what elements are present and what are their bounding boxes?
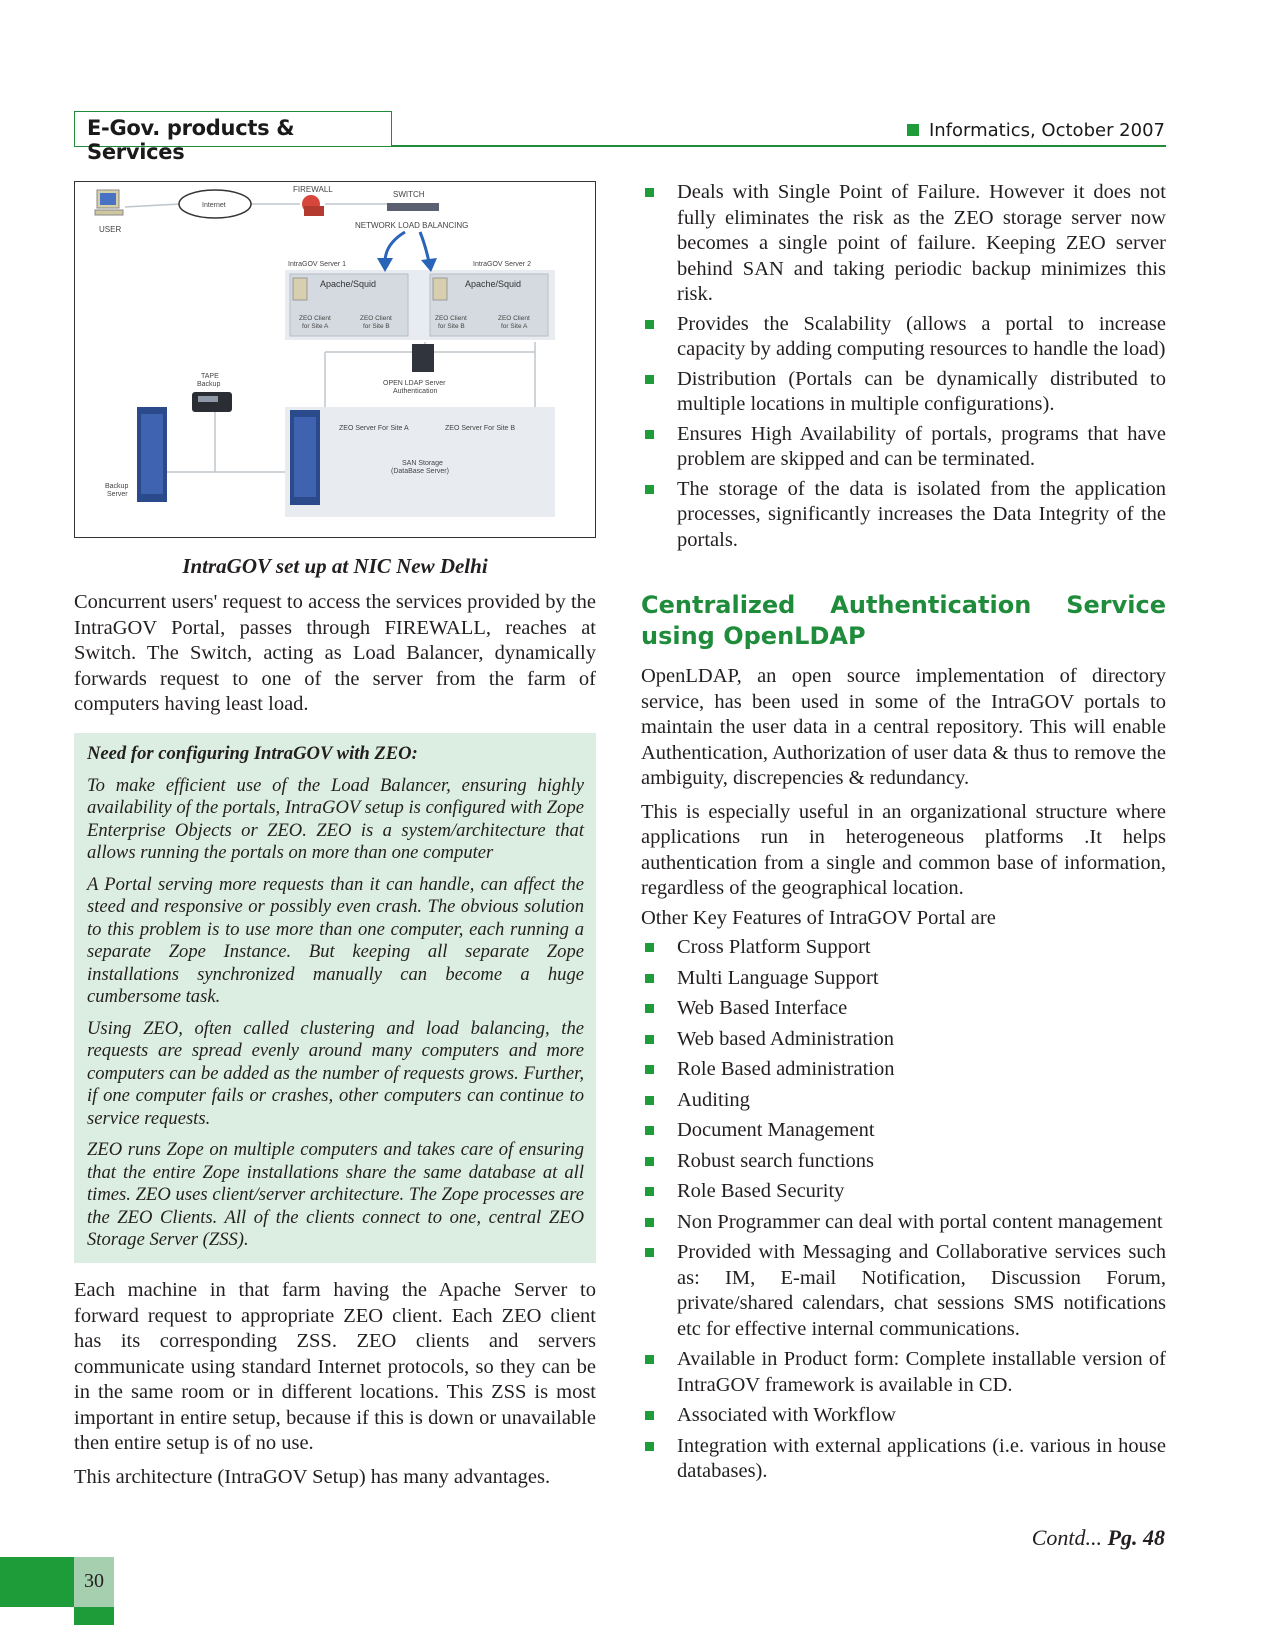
square-bullet-icon	[645, 1248, 654, 1257]
label-server-2: IntraGOV Server 2	[473, 261, 531, 268]
label-san-storage: SAN Storage	[402, 460, 443, 467]
list-item	[641, 367, 1166, 418]
list-item	[641, 1149, 1166, 1175]
list-item	[641, 1403, 1166, 1429]
square-bullet-icon	[907, 124, 919, 136]
list-item-text: Non Programmer can deal with portal content management	[677, 1210, 1163, 1233]
square-bullet-icon	[645, 1157, 654, 1166]
square-bullet-icon	[645, 188, 654, 197]
left-intro-paragraph	[74, 590, 596, 718]
list-item-text: Available in Product form: Complete installable version of IntraGOV framework is available in CD.	[677, 1348, 1166, 1396]
list-item-text: Web Based Interface	[677, 997, 848, 1019]
label-firewall: FIREWALL	[293, 185, 333, 194]
list-item-text: Web based Administration	[677, 1027, 894, 1050]
list-item-text: Associated with Workflow	[677, 1404, 896, 1426]
list-item	[641, 312, 1166, 363]
note-paragraph: Using ZEO, often called clustering and load balancing, the requests are spread evenly around many computers and more computers can be added as the number of requests grows. Further, if one computer fails or crashes, other computers can continue to service requests.	[87, 1017, 584, 1129]
list-item	[641, 1434, 1166, 1485]
advantages-list-block	[641, 180, 1166, 557]
label-ldap-auth: Authentication	[393, 388, 438, 395]
page-number: 30	[74, 1557, 114, 1607]
list-item	[641, 1088, 1166, 1114]
square-bullet-icon	[645, 1355, 654, 1364]
list-item-text: Auditing	[677, 1088, 750, 1111]
list-item-text: Role Based Security	[677, 1180, 845, 1202]
list-item-text: Deals with Single Point of Failure. However it does not fully eliminates the risk as the ZEO storage server now becomes a single point of failure. Keeping ZEO server behind SAN and taking periodic backup minimizes this risk.	[677, 181, 1166, 305]
label-backup: Backup	[105, 483, 129, 490]
square-bullet-icon	[645, 1126, 654, 1135]
label-database-server: (DataBase Server)	[391, 468, 449, 475]
label-zeo-client-site: for Site A	[501, 323, 528, 330]
body-paragraph: OpenLDAP, an open source implementation of directory service, has been used in some of the IntraGOV portals to maintain the user data in a central repository. This will enable Authentication, Authorization of user data & thus to remove the ambiguity, discrepencies & redundancy.	[641, 665, 1166, 789]
label-zeo-server-b: ZEO Server For Site B	[445, 425, 516, 432]
network-diagram	[75, 182, 594, 536]
square-bullet-icon	[645, 430, 654, 439]
left-body	[74, 1278, 596, 1490]
openldap-text	[641, 664, 1166, 1490]
square-bullet-icon	[645, 943, 654, 952]
san-storage-rack-icon	[290, 410, 320, 505]
footer-green-strip	[74, 1607, 114, 1625]
ldap-server-icon	[412, 344, 434, 372]
list-item	[641, 180, 1166, 308]
contd-page-link: Pg. 48	[1107, 1525, 1165, 1550]
intro-text: Concurrent users' request to access the services provided by the IntraGOV Portal, passes through FIREWALL, reaches at Switch. The Switch, acting as Load Balancer, dynamically forwards request to one of the server from the farm of computers having least load.	[74, 591, 596, 715]
list-item	[641, 1210, 1166, 1236]
note-paragraph: ZEO runs Zope on multiple computers and takes care of ensuring that the entire Zope installations share the same database at all times. ZEO uses client/server architecture. The Zope processes are the ZEO Clients. All of the clients connect to one, central ZEO Storage Server (ZSS).	[87, 1139, 584, 1250]
square-bullet-icon	[645, 1442, 654, 1451]
square-bullet-icon	[645, 320, 654, 329]
square-bullet-icon	[645, 375, 654, 384]
label-tape: TAPE	[201, 373, 219, 380]
label-network-load-balancing: NETWORK LOAD BALANCING	[355, 221, 469, 230]
label-user: USER	[99, 225, 122, 234]
publication-text: Informatics, October 2007	[928, 120, 1165, 141]
note-paragraph: To make efficient use of the Load Balancer, ensuring highly availability of the portals, IntraGOV setup is configured with Zope Enterprise Objects or ZEO. ZEO is a system/architecture that allows running the portals on more than one computer	[87, 774, 584, 863]
list-item	[641, 477, 1166, 554]
list-item-text: The storage of the data is isolated from the application processes, significantly increases the Data Integrity of the portals.	[677, 477, 1166, 551]
label-zeo-client: ZEO Client	[498, 315, 530, 322]
backup-server-rack-icon	[137, 407, 167, 502]
label-apache-1: Apache/Squid	[320, 279, 377, 289]
square-bullet-icon	[645, 485, 654, 494]
server-tower-icon	[293, 278, 307, 300]
load-balance-arrows-icon	[377, 232, 437, 272]
label-server-1: IntraGOV Server 1	[288, 261, 346, 268]
list-item	[641, 1240, 1166, 1342]
list-item-text: Robust search functions	[677, 1149, 874, 1172]
square-bullet-icon	[645, 1065, 654, 1074]
list-item	[641, 1179, 1166, 1205]
label-internet: Internet	[202, 202, 226, 209]
label-ldap: OPEN LDAP Server	[383, 380, 446, 387]
square-bullet-icon	[645, 1411, 654, 1420]
user-computer-icon	[95, 190, 123, 215]
publication-label	[907, 120, 1165, 141]
list-item	[641, 1027, 1166, 1053]
section-header-box	[74, 111, 392, 164]
label-zeo-client-site: for Site B	[438, 323, 465, 330]
list-item-text: Document Management	[677, 1119, 875, 1141]
body-paragraph: This architecture (IntraGOV Setup) has many advantages.	[74, 1465, 551, 1488]
list-item-text: Provides the Scalability (allows a portal to increase capacity by adding computing resources to handle the load)	[677, 312, 1166, 360]
label-zeo-client-site: for Site B	[363, 323, 390, 330]
label-apache-2: Apache/Squid	[465, 279, 522, 289]
label-tape-backup: Backup	[197, 381, 221, 388]
body-paragraph: This is especially useful in an organizational structure where applications run in heterogeneous platforms .It helps authentication from a single and common base of information, regardless of the geographical location.	[641, 800, 1166, 899]
section-heading: Centralized Authentication Service using OpenLDAP	[641, 591, 1166, 650]
label-zeo-client-site: for Site A	[302, 323, 329, 330]
list-item	[641, 935, 1166, 961]
continued-note	[1032, 1525, 1165, 1551]
list-item-text: Distribution (Portals can be dynamically distributed to multiple locations in multiple configurations).	[677, 367, 1166, 415]
list-item-text: Cross Platform Support	[677, 936, 871, 958]
label-zeo-client: ZEO Client	[299, 315, 331, 322]
zeo-note-box	[74, 733, 596, 1263]
switch-icon	[387, 203, 439, 211]
server-tower-icon	[433, 278, 447, 300]
header-rule	[392, 145, 1166, 147]
list-item	[641, 996, 1166, 1022]
figure-caption: IntraGOV set up at NIC New Delhi	[182, 554, 488, 578]
square-bullet-icon	[645, 1035, 654, 1044]
section-title: E-Gov. products & Services	[87, 116, 295, 164]
list-item	[641, 1118, 1166, 1144]
list-item-text: Integration with external applications (i.e. various in house databases).	[677, 1434, 1166, 1482]
contd-prefix: Contd...	[1031, 1525, 1103, 1550]
list-item-text: Multi Language Support	[677, 966, 879, 989]
label-zeo-server-a: ZEO Server For Site A	[339, 425, 409, 432]
square-bullet-icon	[645, 974, 654, 983]
square-bullet-icon	[645, 1187, 654, 1196]
label-zeo-client: ZEO Client	[360, 315, 392, 322]
list-item-text: Role Based administration	[677, 1058, 895, 1080]
network-diagram-figure	[74, 181, 596, 538]
note-paragraph: A Portal serving more requests than it can handle, can affect the steed and responsive or possibly even crash. The obvious solution to this problem is to use more than one computer, each running a separate Zope Instance. But keeping all separate Zope installations synchronized manually can become a huge cumbersome task.	[87, 873, 584, 1007]
list-item-text: Provided with Messaging and Collaborative services such as: IM, E-mail Notification, Discussion Forum, private/shared calendars, chat sessions SMS notifications etc for effective internal communications.	[677, 1241, 1166, 1340]
square-bullet-icon	[645, 1096, 654, 1105]
square-bullet-icon	[645, 1004, 654, 1013]
footer-green-block	[0, 1557, 74, 1607]
list-item-text: Ensures High Availability of portals, programs that have problem are skipped and can be terminated.	[677, 422, 1166, 470]
firewall-icon	[302, 195, 324, 216]
body-paragraph: Each machine in that farm having the Apache Server to forward request to appropriate ZEO client. Each ZEO client has its corresponding ZSS. ZEO clients and servers communicate using standard Internet protocols, so they can be in the same room or in different locations. This ZSS is most important in entire setup, because if this is down or unavailable then entire setup is of no use.	[74, 1279, 596, 1454]
list-item	[641, 1347, 1166, 1398]
note-title: Need for configuring IntraGOV with ZEO:	[87, 743, 418, 764]
label-zeo-client: ZEO Client	[435, 315, 467, 322]
list-item	[641, 1057, 1166, 1083]
list-item	[641, 966, 1166, 992]
features-list	[641, 935, 1166, 1485]
label-switch: SWITCH	[393, 190, 425, 199]
advantages-list	[641, 180, 1166, 553]
label-backup-server: Server	[107, 491, 128, 498]
tape-backup-icon	[192, 392, 232, 412]
list-item	[641, 422, 1166, 473]
square-bullet-icon	[645, 1218, 654, 1227]
body-paragraph: Other Key Features of IntraGOV Portal are	[641, 906, 996, 929]
